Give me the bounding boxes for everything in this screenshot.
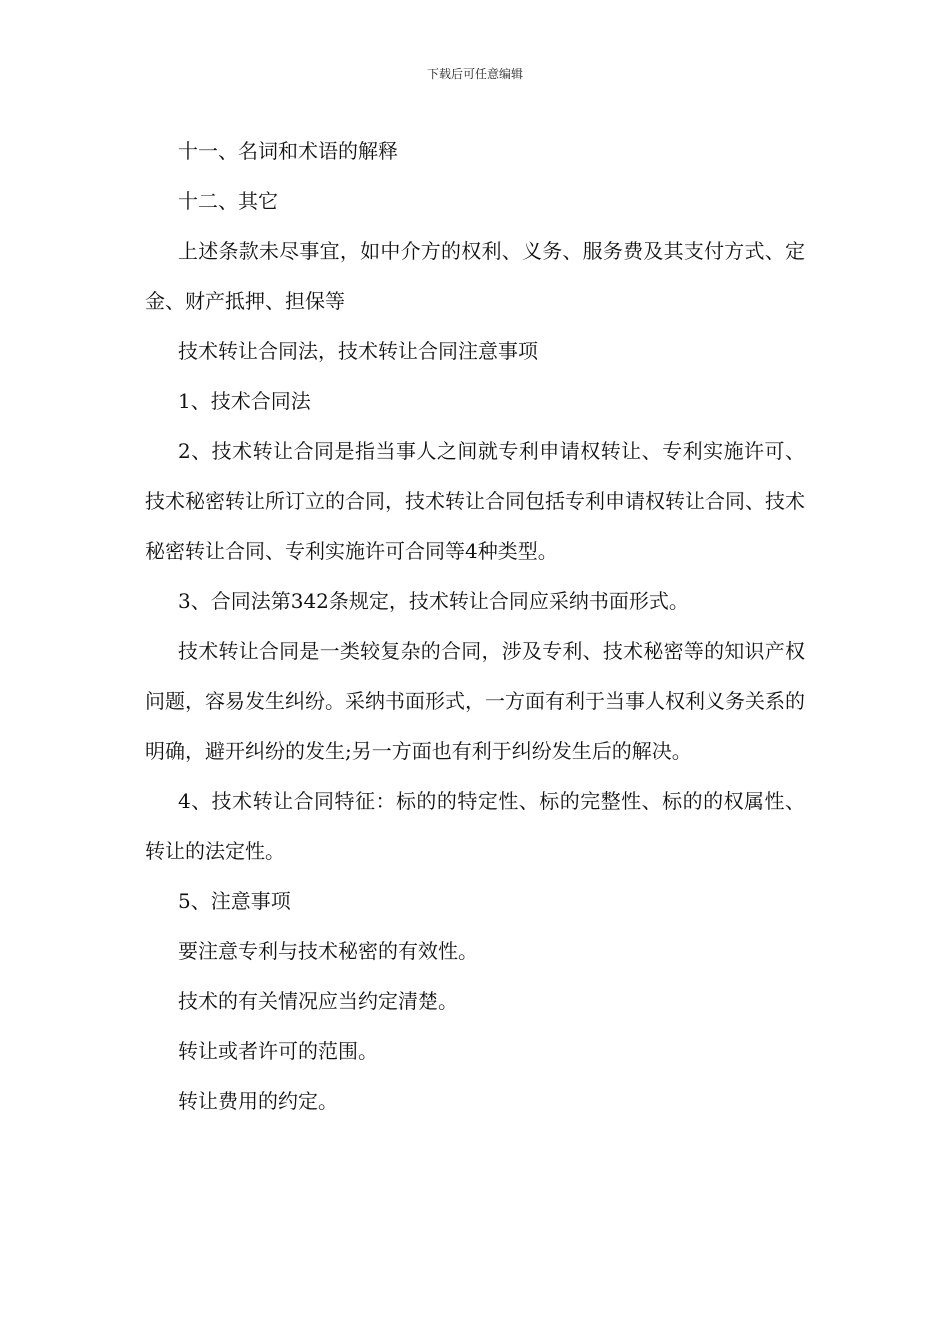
paragraph: 十二、其它 xyxy=(178,189,278,213)
paragraph: 十一、名词和术语的解释 xyxy=(178,139,398,163)
page-header: 下载后可任意编辑 xyxy=(426,67,523,81)
paragraph: 要注意专利与技术秘密的有效性。 xyxy=(178,939,478,963)
paragraph: 技术的有关情况应当约定清楚。 xyxy=(178,989,458,1013)
paragraph: 技术转让合同是一类较复杂的合同，涉及专利、技术秘密等的知识产权问题，容易发生纠纷。采纳书面形式，一方面有利于当事人权利义务关系的明确，避开纠纷的发生;另一方面也有利于纠纷发生后的解决。 xyxy=(145,639,805,763)
paragraph: 4、技术转让合同特征：标的的特定性、标的完整性、标的的权属性、转让的法定性。 xyxy=(145,789,805,863)
paragraph: 2、技术转让合同是指当事人之间就专利申请权转让、专利实施许可、技术秘密转让所订立的合同，技术转让合同包括专利申请权转让合同、技术秘密转让合同、专利实施许可合同等4种类型。 xyxy=(145,439,805,563)
paragraph: 上述条款未尽事宜，如中介方的权利、义务、服务费及其支付方式、定金、财产抵押、担保等 xyxy=(145,239,805,313)
paragraph: 转让或者许可的范围。 xyxy=(178,1039,378,1063)
paragraph: 1、技术合同法 xyxy=(178,389,311,413)
paragraph: 3、合同法第342条规定，技术转让合同应采纳书面形式。 xyxy=(178,589,689,613)
paragraph: 技术转让合同法，技术转让合同注意事项 xyxy=(178,339,538,363)
document-body xyxy=(145,126,805,1126)
paragraph: 5、注意事项 xyxy=(178,889,291,913)
paragraph: 转让费用的约定。 xyxy=(178,1089,338,1113)
